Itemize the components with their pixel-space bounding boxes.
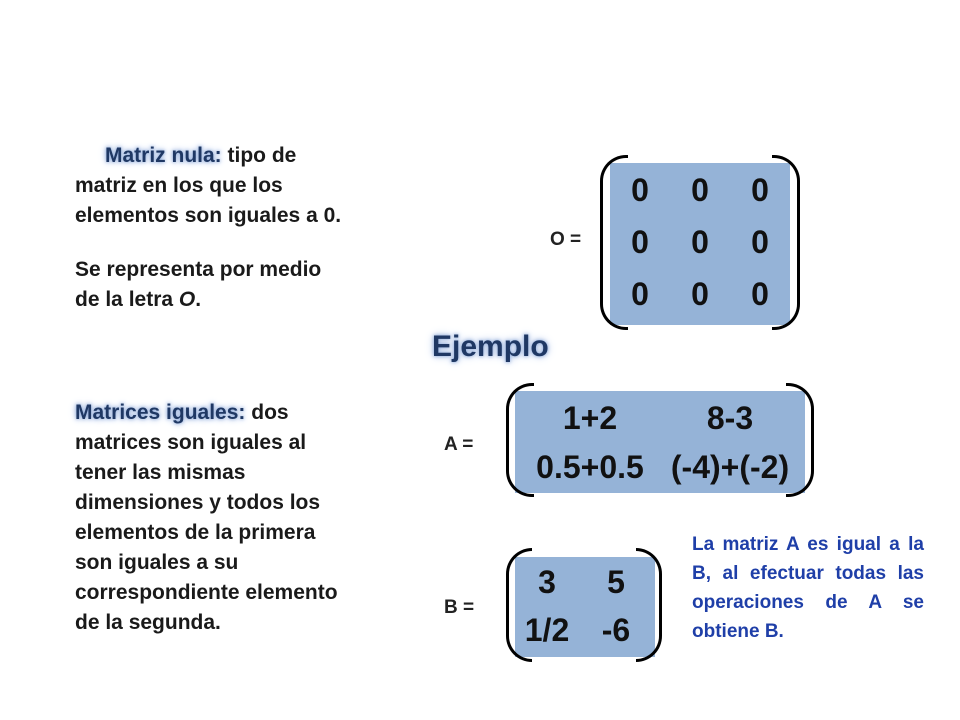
matrix-cell: 0 xyxy=(691,172,709,208)
matrix-b-label: B = xyxy=(444,597,475,618)
definition-line: correspondiente elemento xyxy=(75,581,338,604)
definition-line: son iguales a su xyxy=(75,551,239,574)
definition-line: matrices son iguales al xyxy=(75,431,307,454)
matrix-cell: 0.5+0.5 xyxy=(536,449,644,485)
example-title: Ejemplo xyxy=(432,330,549,363)
definition-line: elementos son iguales a 0. xyxy=(75,204,342,227)
definition-text: tipo de xyxy=(221,144,297,167)
matrix-cell: 3 xyxy=(538,564,556,600)
matrix-cell: 0 xyxy=(691,224,709,260)
definition-text: . xyxy=(195,288,202,311)
matrix-o-label: O = xyxy=(550,229,582,250)
matrix-cell: 0 xyxy=(751,224,769,260)
matrix-cell: 0 xyxy=(751,172,769,208)
matrix-cell: 1/2 xyxy=(524,612,570,648)
definition-matrices-iguales xyxy=(75,398,415,638)
definition-line xyxy=(75,141,415,171)
definition-text: de la letra xyxy=(75,288,179,311)
definition-line: tener las mismas xyxy=(75,461,246,484)
matrix-cell: 5 xyxy=(607,564,625,600)
definition-line: elementos de la primera xyxy=(75,521,316,544)
definition-line: matriz en los que los xyxy=(75,174,283,197)
term-matriz-nula: Matriz nula: xyxy=(105,144,222,167)
matrix-o-right-bracket xyxy=(772,155,800,330)
example-note: La matriz A es igual a la B, al efectuar todas las operaciones de A se obtiene B. xyxy=(692,534,924,642)
definition-line: dimensiones y todos los xyxy=(75,491,321,514)
definition-line xyxy=(75,285,415,315)
definition-text: dos xyxy=(245,401,289,424)
matrix-cell: 0 xyxy=(751,276,769,312)
term-matrices-iguales: Matrices iguales: xyxy=(75,401,246,424)
definition-matriz-nula xyxy=(75,141,415,315)
matrix-cell: 0 xyxy=(631,224,649,260)
definition-line: de la segunda. xyxy=(75,611,221,634)
matrix-cell: 1+2 xyxy=(562,400,618,436)
matrix-cell: 0 xyxy=(631,276,649,312)
matrix-cell: 8-3 xyxy=(706,400,754,436)
matrix-cell: -6 xyxy=(601,612,631,648)
matrix-cell: (-4)+(-2) xyxy=(670,449,790,485)
letter-o: O xyxy=(178,288,196,311)
matrix-o-left-bracket xyxy=(600,155,628,330)
definition-line: Se representa por medio xyxy=(75,258,322,281)
matrix-cell: 0 xyxy=(631,172,649,208)
definition-line xyxy=(75,398,415,428)
matrix-cell: 0 xyxy=(691,276,709,312)
matrix-a-label: A = xyxy=(444,434,474,455)
